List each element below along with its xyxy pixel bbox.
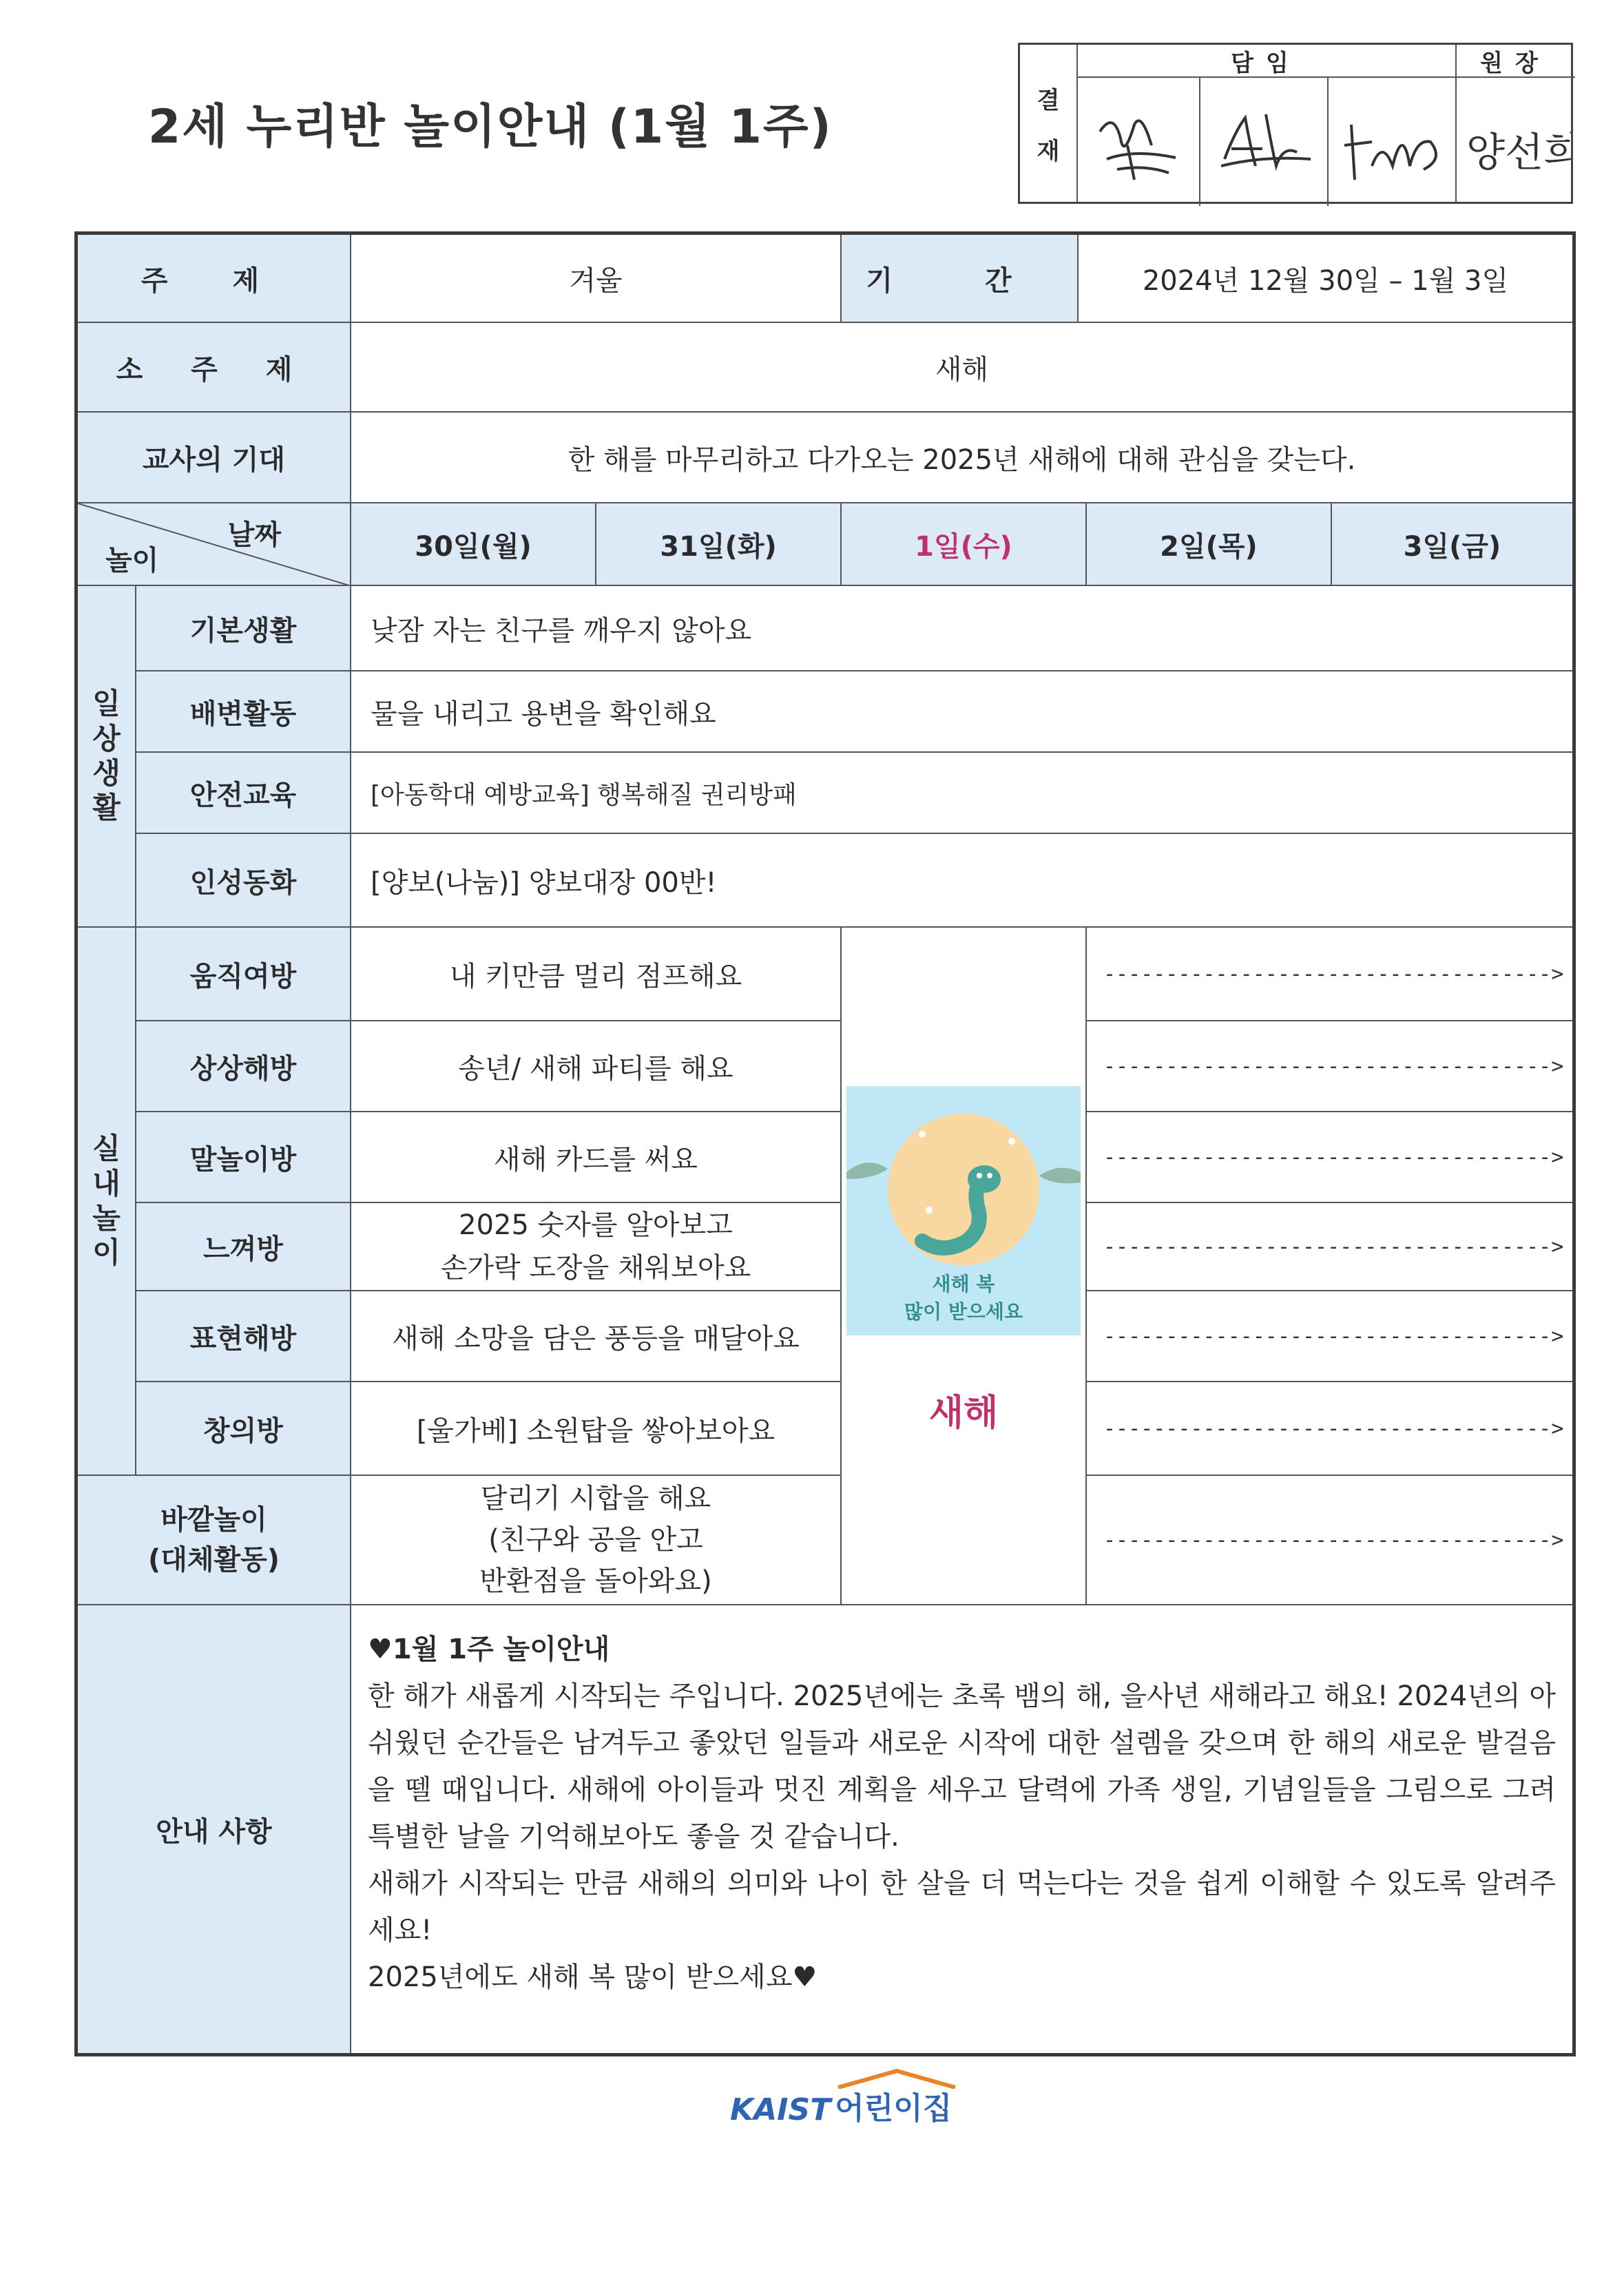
continue-arrow-7: ------------------------------------>: [1087, 1476, 1572, 1605]
day-header-wed-holiday: 1일(수): [842, 503, 1087, 586]
daily-life-char-1: 일: [92, 687, 121, 721]
safety-value: [아동학대 예방교육] 행복해질 권리방패: [351, 753, 1572, 834]
expectation-label: 교사의 기대: [78, 413, 351, 503]
continue-arrow-3: ------------------------------------>: [1087, 1112, 1572, 1203]
theme-value: 겨울: [351, 235, 842, 323]
safety-label: 안전교육: [136, 753, 351, 834]
play-header-label: 놀이: [105, 545, 159, 576]
continue-arrow-4: ------------------------------------>: [1087, 1203, 1572, 1291]
wordplay-room-label: 말놀이방: [136, 1112, 351, 1203]
svg-text:양선희: 양선희: [1466, 129, 1571, 176]
signature-1: [1086, 81, 1189, 203]
subtheme-label: 소 주 제: [78, 323, 351, 413]
day-header-thu: 2일(목): [1087, 503, 1332, 586]
creativity-room-label: 창의방: [136, 1382, 351, 1476]
notice-paragraph-2: 새해가 시작되는 만큼 새해의 의미와 나이 한 살을 더 먹는다는 것을 쉽게 이해할 수 있도록 알려주세요!: [368, 1868, 1556, 1946]
kaist-daycare-logo: [730, 2083, 952, 2127]
daily-life-group-label: [78, 586, 136, 928]
indoor-char-2: 내: [92, 1166, 121, 1200]
toilet-label: 배변활동: [136, 671, 351, 753]
indoor-play-group-label: [78, 928, 136, 1476]
continue-arrow-2: ------------------------------------>: [1087, 1021, 1572, 1112]
period-value: 2024년 12월 30일 – 1월 3일: [1079, 235, 1572, 323]
basic-life-label: 기본생활: [136, 586, 351, 671]
imagination-room-value: 송년/ 새해 파티를 해요: [351, 1021, 842, 1112]
indoor-char-1: 실: [92, 1132, 121, 1166]
movement-room-label: 움직여방: [136, 928, 351, 1021]
daily-life-char-2: 상: [92, 721, 121, 756]
basic-life-value: 낮잠 자는 친구를 깨우지 않아요: [351, 586, 1572, 671]
sensory-room-label: 느껴방: [136, 1203, 351, 1291]
expression-room-label: 표현해방: [136, 1291, 351, 1382]
indoor-char-3: 놀: [92, 1201, 121, 1235]
director-signature: [1461, 81, 1571, 203]
expectation-value: 한 해를 마무리하고 다가오는 2025년 새해에 대해 관심을 갖는다.: [351, 413, 1572, 503]
date-play-header: [78, 503, 351, 586]
teacher-header: 담임: [1076, 45, 1455, 78]
continue-arrow-6: ------------------------------------>: [1087, 1382, 1572, 1476]
house-roof-icon: [835, 2068, 959, 2089]
wordplay-room-value: 새해 카드를 써요: [351, 1112, 842, 1203]
day-header-tue: 31일(화): [596, 503, 842, 586]
indoor-char-4: 이: [92, 1236, 121, 1270]
holiday-label: 새해: [928, 1393, 999, 1434]
logo-brand: KAIST: [730, 2092, 831, 2127]
sensory-room-value: 2025 숫자를 알아보고 손가락 도장을 채워보아요: [351, 1203, 842, 1291]
card-greeting-text: 새해 복 많이 받으세요: [904, 1273, 1023, 1323]
toilet-value: 물을 내리고 용변을 확인해요: [351, 671, 1572, 753]
continue-arrow-5: ------------------------------------>: [1087, 1291, 1572, 1382]
daily-life-char-3: 생: [92, 756, 121, 790]
subtheme-value: 새해: [351, 323, 1572, 413]
character-story-value: [양보(나눔)] 양보대장 00반!: [351, 834, 1572, 928]
notice-closing: 2025년에도 새해 복 많이 받으세요♥: [368, 1961, 818, 1993]
page-title: 2세 누리반 놀이안내 (1월 1주): [148, 100, 833, 154]
character-story-label: 인성동화: [136, 834, 351, 928]
plan-table: [74, 231, 1576, 2056]
director-header: 원장: [1455, 45, 1575, 78]
notice-heading: ♥1월 1주 놀이안내: [368, 1634, 610, 1665]
outdoor-play-value: 달리기 시합을 해요 (친구와 공을 안고 반환점을 돌아와요): [351, 1476, 842, 1605]
creativity-room-value: [울가베] 소원탑을 쌓아보아요: [351, 1382, 842, 1476]
approval-jae-label: 재: [1037, 137, 1060, 165]
notice-body: [351, 1605, 1572, 2053]
movement-room-value: 내 키만큼 멀리 점프해요: [351, 928, 842, 1021]
continue-arrow-1: ------------------------------------>: [1087, 928, 1572, 1021]
notice-paragraph-1: 한 해가 새롭게 시작되는 주입니다. 2025년에는 초록 뱀의 해, 을사년 새해라고 해요! 2024년의 아쉬웠던 순간들은 남겨두고 좋았던 일들과 새로운 시작에 대한 설렘을 갖으며 한 해의 새로운 발걸음을 뗄 때입니다. 새해에 아이들과 멋진 계획을 세우고 달력에 가족 생일, 기념일들을 그림으로 그려 특별한 날을 기억해보아도 좋을 것 같습니다.: [368, 1680, 1556, 1853]
day-header-mon: 30일(월): [351, 503, 596, 586]
approval-label: [1020, 45, 1076, 202]
outdoor-play-label: 바깥놀이 (대체활동): [78, 1476, 351, 1605]
expression-room-value: 새해 소망을 담은 풍등을 매달아요: [351, 1291, 842, 1382]
approval-gyeol-label: 결: [1037, 86, 1060, 114]
notice-label: 안내 사항: [78, 1605, 351, 2053]
logo-name-wrapper: [835, 2083, 952, 2127]
date-header-label: 날짜: [227, 519, 281, 551]
period-label: 기 간: [842, 235, 1079, 323]
signature-2: [1207, 81, 1321, 203]
theme-label: 주 제: [78, 235, 351, 323]
signature-3: [1334, 81, 1451, 203]
daily-life-char-4: 활: [92, 791, 121, 825]
logo-name: 어린이집: [835, 2091, 952, 2126]
day-header-fri: 3일(금): [1332, 503, 1572, 586]
imagination-room-label: 상상해방: [136, 1021, 351, 1112]
approval-box: [1018, 43, 1573, 204]
holiday-column: [842, 928, 1087, 1605]
new-year-card-image: [846, 1086, 1081, 1335]
